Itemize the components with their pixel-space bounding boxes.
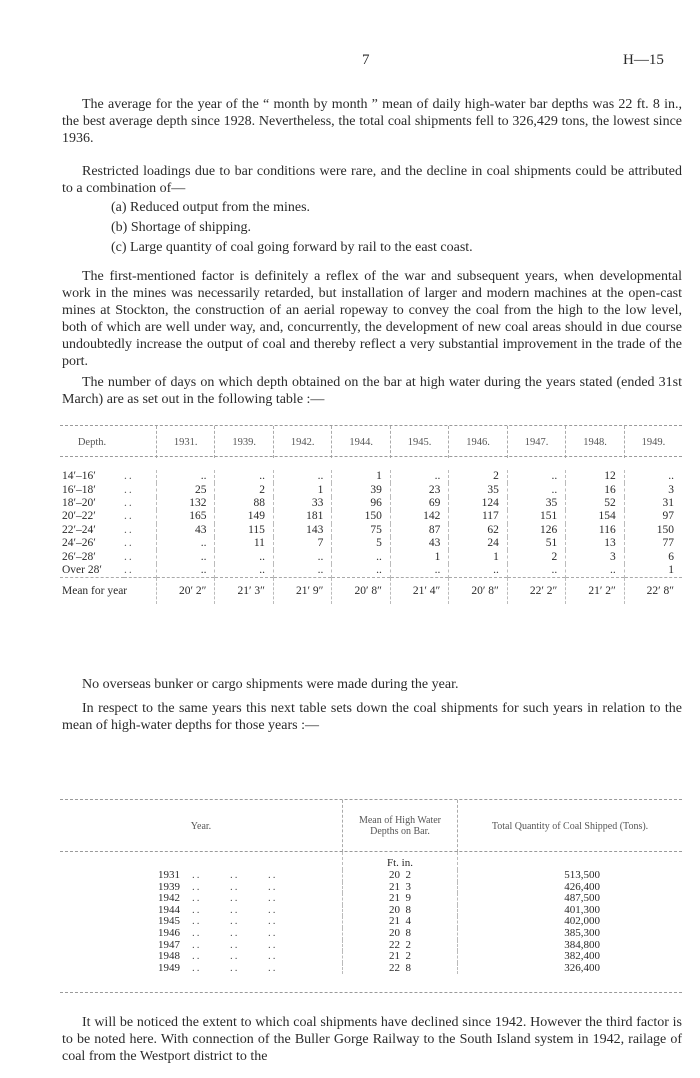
depth-cell: 20 8 <box>343 928 458 940</box>
year-cell: 1939 .. .. .. <box>158 880 278 893</box>
row-label: 26′–28′ <box>62 550 96 563</box>
table-cell: 1 <box>332 470 390 483</box>
table-cell: 52 <box>566 497 624 510</box>
table-cell: 154 <box>566 510 624 523</box>
year-cell: 1949 .. .. .. <box>158 961 278 974</box>
paragraph-6: In respect to the same years this next table sets down the coal shipments for such years in relation to the mean of high-water depths for those years :— <box>62 701 682 733</box>
table-cell: .. <box>449 564 507 578</box>
year-cell: 1947 .. .. .. <box>158 938 278 951</box>
table-cell: 22′ 8″ <box>624 578 682 605</box>
table-cell: 96 <box>332 497 390 510</box>
row-label: Over 28′ <box>62 563 102 576</box>
depth-cell: 20 8 <box>343 905 458 917</box>
table-row <box>60 550 682 563</box>
table-cell: 62 <box>449 524 507 537</box>
table-row <box>60 564 682 578</box>
table-cell: 1 <box>273 483 331 496</box>
table-cell: 124 <box>449 497 507 510</box>
table-cell: 20′ 8″ <box>332 578 390 605</box>
table-cell: .. <box>157 537 215 550</box>
table-cell: 181 <box>273 510 331 523</box>
table-cell: 142 <box>390 510 448 523</box>
table-cell: 21′ 9″ <box>273 578 331 605</box>
table-cell: 69 <box>390 497 448 510</box>
table-cell: .. <box>390 470 448 483</box>
column-header: Total Quantity of Coal Shipped (Tons). <box>458 800 683 852</box>
table-cell: 43 <box>390 537 448 550</box>
table-cell: 21′ 3″ <box>215 578 273 605</box>
leader-dots: .. <box>124 470 134 483</box>
paragraph-1: The average for the year of the “ month by month ” mean of daily high-water bar depths was 22 ft. 8 in., the best average depth since 1928. Nevertheless, the total coal shipments fell to 326,429 tons, the lowest since 1936. <box>62 97 682 146</box>
table-cell: 20′ 2″ <box>157 578 215 605</box>
table-cell: .. <box>215 470 273 483</box>
column-header: Mean of High Water Depths on Bar. <box>343 800 458 852</box>
table-cell: 150 <box>332 510 390 523</box>
table-cell: 97 <box>624 510 682 523</box>
year-cell: 1944 .. .. .. <box>158 903 278 916</box>
table-cell: 16 <box>566 483 624 496</box>
table-header-row <box>60 426 682 458</box>
table-cell: 132 <box>157 497 215 510</box>
row-label: 20′–22′ <box>62 510 96 523</box>
table-cell: 24 <box>449 537 507 550</box>
row-label: 14′–16′ <box>62 470 96 483</box>
paragraph-4: The number of days on which depth obtained on the bar at high water during the years stated (ended 31st March) are as set out in the following table :— <box>62 375 682 407</box>
leader-dots: .. <box>124 510 134 523</box>
column-header: 1942. <box>273 426 331 458</box>
table-row <box>60 510 682 523</box>
column-header: 1946. <box>449 426 507 458</box>
table-cell: 150 <box>624 524 682 537</box>
tons-cell: 487,500 <box>458 893 683 905</box>
table-cell: 126 <box>507 524 565 537</box>
table2-header-rule <box>60 851 682 852</box>
column-header: 1947. <box>507 426 565 458</box>
table-cell: .. <box>157 470 215 483</box>
column-header: Depth. <box>77 436 107 448</box>
column-header: Year. <box>190 820 212 832</box>
year-cell: 1945 .. .. .. <box>158 915 278 928</box>
table-cell: 151 <box>507 510 565 523</box>
table-cell: 22′ 2″ <box>507 578 565 605</box>
table-cell: 31 <box>624 497 682 510</box>
leader-dots: .. <box>124 550 134 563</box>
table-row <box>60 870 682 882</box>
year-cell: 1931 .. .. .. <box>158 869 278 881</box>
table-cell: 43 <box>157 524 215 537</box>
leader-dots: .. <box>124 537 134 550</box>
table-cell: .. <box>566 564 624 578</box>
leader-dots: .. <box>124 563 134 576</box>
table-cell: 39 <box>332 483 390 496</box>
table-cell: 2 <box>449 470 507 483</box>
table-cell: 21′ 4″ <box>390 578 448 605</box>
tons-cell: 426,400 <box>458 882 683 894</box>
table2-bottom-rule <box>60 992 682 993</box>
table-cell: 21′ 2″ <box>566 578 624 605</box>
tons-cell: 326,400 <box>458 963 683 975</box>
units-label: Ft. in. <box>343 852 458 870</box>
table-cell: 149 <box>215 510 273 523</box>
table-cell: 1 <box>390 550 448 563</box>
tons-cell: 401,300 <box>458 905 683 917</box>
table-cell: 165 <box>157 510 215 523</box>
column-header: 1948. <box>566 426 624 458</box>
leader-dots: .. <box>124 496 134 509</box>
table-cell: .. <box>507 470 565 483</box>
table-cell: .. <box>273 470 331 483</box>
table-header-row <box>60 800 682 852</box>
factor-list <box>111 198 473 258</box>
tons-cell: 513,500 <box>458 870 683 882</box>
table-cell: 117 <box>449 510 507 523</box>
page-number: 7 <box>362 52 370 68</box>
table-cell: 1 <box>449 550 507 563</box>
table-cell: .. <box>157 564 215 578</box>
table-cell: 25 <box>157 483 215 496</box>
table-row <box>60 483 682 496</box>
table-cell: .. <box>273 550 331 563</box>
table-cell: 20′ 8″ <box>449 578 507 605</box>
row-label: 16′–18′ <box>62 483 96 496</box>
table-cell: .. <box>157 550 215 563</box>
table-cell: 51 <box>507 537 565 550</box>
table-cell: 6 <box>624 550 682 563</box>
tons-cell: 385,300 <box>458 928 683 940</box>
column-header: 1939. <box>215 426 273 458</box>
table-cell: 3 <box>624 483 682 496</box>
table-cell: 5 <box>332 537 390 550</box>
year-cell: 1946 .. .. .. <box>158 926 278 939</box>
table-cell: .. <box>507 564 565 578</box>
table-cell: 2 <box>215 483 273 496</box>
tons-cell: 384,800 <box>458 940 683 952</box>
table-header-rule <box>60 456 682 457</box>
page-header <box>0 52 700 72</box>
table-cell: 116 <box>566 524 624 537</box>
row-label: 18′–20′ <box>62 496 96 509</box>
table-cell: 11 <box>215 537 273 550</box>
column-header: 1944. <box>332 426 390 458</box>
table-row <box>60 497 682 510</box>
table-row <box>60 537 682 550</box>
depth-cell: 21 3 <box>343 882 458 894</box>
column-header: 1949. <box>624 426 682 458</box>
table-cell: 33 <box>273 497 331 510</box>
table-row <box>60 470 682 483</box>
depth-cell: 21 9 <box>343 893 458 905</box>
table-cell: 75 <box>332 524 390 537</box>
table-cell: .. <box>624 470 682 483</box>
depth-cell: 22 8 <box>343 963 458 975</box>
paragraph-5: No overseas bunker or cargo shipments were made during the year. <box>82 677 459 692</box>
column-header: 1945. <box>390 426 448 458</box>
list-item: (b) Shortage of shipping. <box>111 220 251 235</box>
depth-cell: 22 2 <box>343 940 458 952</box>
depth-cell: 20 2 <box>343 870 458 882</box>
report-code: H—15 <box>623 52 664 68</box>
year-cell: 1948 .. .. .. <box>158 950 278 963</box>
table-cell: .. <box>273 564 331 578</box>
table-cell: .. <box>215 550 273 563</box>
year-cell: 1942 .. .. .. <box>158 892 278 905</box>
leader-dots: .. <box>124 483 134 496</box>
paragraph-7: It will be noticed the extent to which coal shipments have declined since 1942. However the third factor is to be noted here. With connection of the Buller Gorge Railway to the South Island system in 1942, railage of coal from the Westport district to the <box>62 1015 682 1064</box>
table-cell: 13 <box>566 537 624 550</box>
list-item: (c) Large quantity of coal going forward by rail to the east coast. <box>111 240 473 255</box>
row-label: 22′–24′ <box>62 523 96 536</box>
paragraph-2: Restricted loadings due to bar conditions were rare, and the decline in coal shipments could be attributed to a combination of— <box>62 164 682 196</box>
table-cell: 115 <box>215 524 273 537</box>
table-row <box>60 963 682 975</box>
paragraph-3: The first-mentioned factor is definitely a reflex of the war and subsequent years, when developmental work in the mines was necessarily retarded, but installation of larger and modern machines at the open-cast mines at Stockton, the construction of an aerial ropeway to convey the coal from the high to the low level, both of which are well under way, and, concurrently, the development of new coal areas should in due course undoubtedly increase the output of coal and thereby reflect a very substantial improvement in the trade of the port. <box>62 269 682 369</box>
table-cell: .. <box>215 564 273 578</box>
table-cell: 2 <box>507 550 565 563</box>
mean-row <box>60 578 682 605</box>
leader-dots: .. <box>124 523 134 536</box>
coal-shipments-table <box>60 800 682 974</box>
table-cell: 7 <box>273 537 331 550</box>
tons-cell: 402,000 <box>458 916 683 928</box>
table-cell: .. <box>390 564 448 578</box>
table-cell: 12 <box>566 470 624 483</box>
depth-cell: 21 4 <box>343 916 458 928</box>
table-cell: .. <box>507 483 565 496</box>
table-cell: 3 <box>566 550 624 563</box>
table-row <box>60 928 682 940</box>
table-cell: 1 <box>624 564 682 578</box>
table-row <box>60 951 682 963</box>
depth-days-table <box>60 426 682 604</box>
table-cell: .. <box>332 564 390 578</box>
column-header: 1931. <box>157 426 215 458</box>
table-cell: 35 <box>507 497 565 510</box>
tons-cell: 382,400 <box>458 951 683 963</box>
table-cell: 88 <box>215 497 273 510</box>
row-label: 24′–26′ <box>62 537 96 550</box>
table-row <box>60 524 682 537</box>
depth-cell: 21 2 <box>343 951 458 963</box>
table-cell: 77 <box>624 537 682 550</box>
table-cell: 35 <box>449 483 507 496</box>
row-label: Mean for year <box>60 578 157 605</box>
table-cell: 143 <box>273 524 331 537</box>
table-cell: 23 <box>390 483 448 496</box>
table-cell: 87 <box>390 524 448 537</box>
table-cell: .. <box>332 550 390 563</box>
list-item: (a) Reduced output from the mines. <box>111 200 311 215</box>
